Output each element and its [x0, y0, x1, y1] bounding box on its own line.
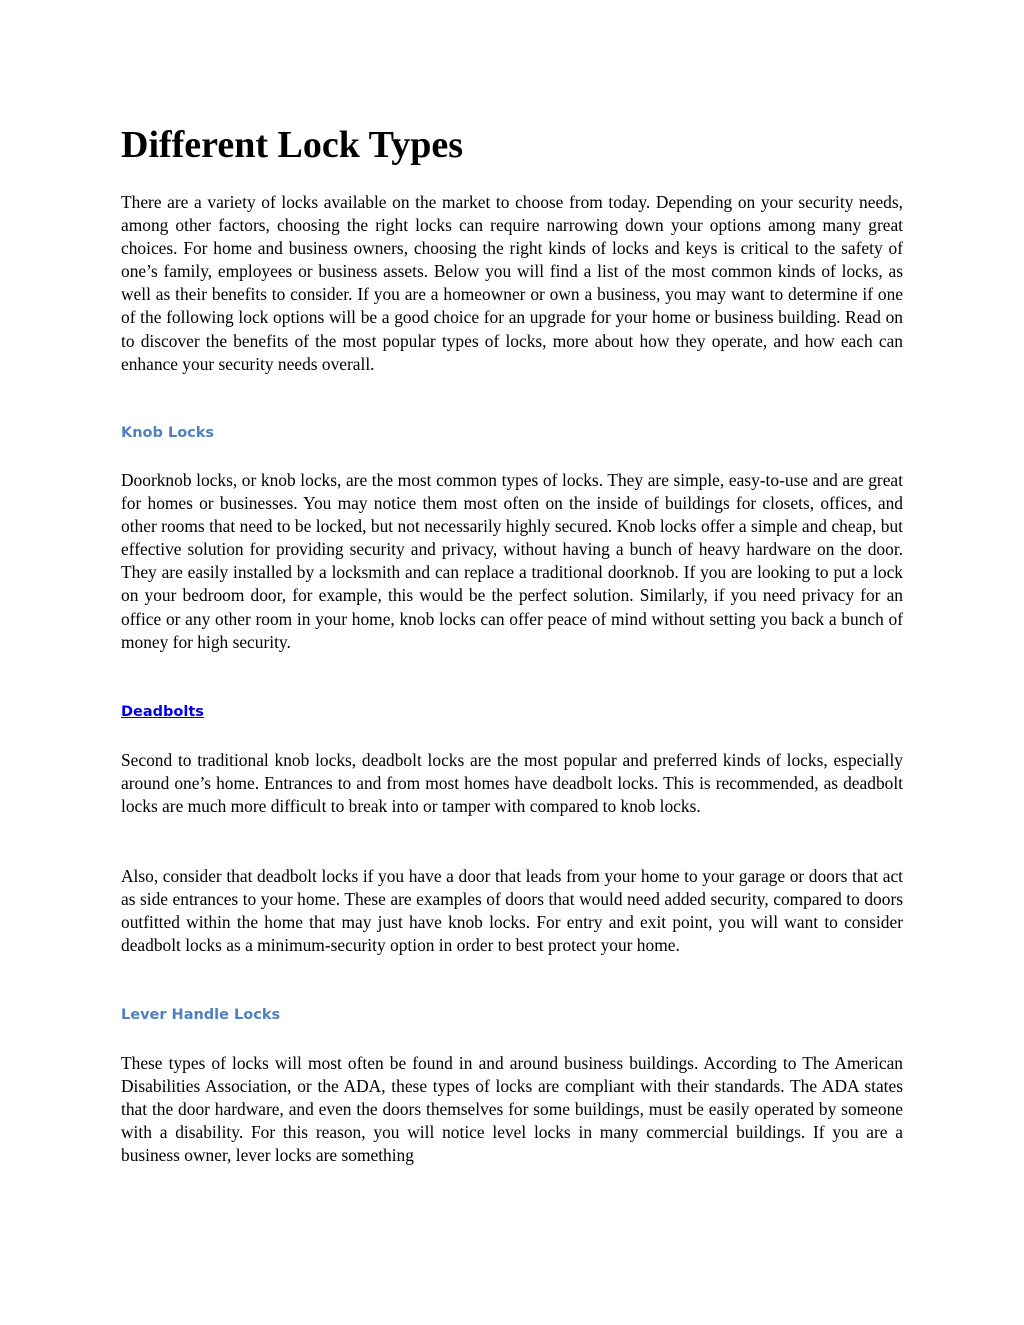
section-heading-knob-locks: Knob Locks: [121, 425, 215, 441]
knob-locks-paragraph: Doorknob locks, or knob locks, are the most common types of locks. They are simple, easy-to-use and are great for homes or businesses. You may notice them most often on the inside of buildings for closets, offices, and other rooms that need to be locked, but not necessarily highly secured. Knob locks offer a simple and cheap, but effective solution for providing security and privacy, without having a bunch of heavy hardware on the door. They are easily installed by a locksmith and can replace a traditional doorknob. If you are looking to put a lock on your bedroom door, for example, this would be the perfect solution. Similarly, if you need privacy for an office or any other room in your home, knob locks can offer peace of mind without setting you back a bunch of money for high security.: [121, 470, 903, 652]
deadbolts-link[interactable]: Deadbolts: [121, 704, 204, 720]
section-heading-lever-handle-locks: Lever Handle Locks: [121, 1007, 281, 1023]
lever-handle-locks-paragraph: These types of locks will most often be found in and around business buildings. According to The American Disabilities Association, or the ADA, these types of locks are compliant with their standards. The ADA states that the door hardware, and even the doors themselves for some buildings, must be easily operated by someone with a disability. For this reason, you will notice level locks in many commercial buildings. If you are a business owner, lever locks are something: [121, 1053, 903, 1166]
deadbolts-paragraph-2: Also, consider that deadbolt locks if you have a door that leads from your home to your garage or doors that act as side entrances to your home. These are examples of doors that would need added security, compared to doors outfitted within the home that may just have knob locks. For entry and exit point, you will want to consider deadbolt locks as a minimum-security option in order to best protect your home.: [121, 866, 903, 956]
intro-paragraph: There are a variety of locks available on the market to choose from today. Depending on your security needs, among other factors, choosing the right locks can require narrowing down your options among many great choices. For home and business owners, choosing the right kinds of locks and keys is critical to the safety of one’s family, employees or business assets. Below you will find a list of the most common kinds of locks, as well as their benefits to consider. If you are a homeowner or own a business, you may want to determine if one of the following lock options will be a good choice for an upgrade for your home or business building. Read on to discover the benefits of the most popular types of locks, more about how they operate, and how each can enhance your security needs overall.: [121, 192, 903, 374]
page-title: Different Lock Types: [121, 124, 463, 166]
deadbolts-paragraph-1: Second to traditional knob locks, deadbolt locks are the most popular and preferred kinds of locks, especially around one’s home. Entrances to and from most homes have deadbolt locks. This is recommended, as deadbolt locks are much more difficult to break into or tamper with compared to knob locks.: [121, 750, 903, 817]
